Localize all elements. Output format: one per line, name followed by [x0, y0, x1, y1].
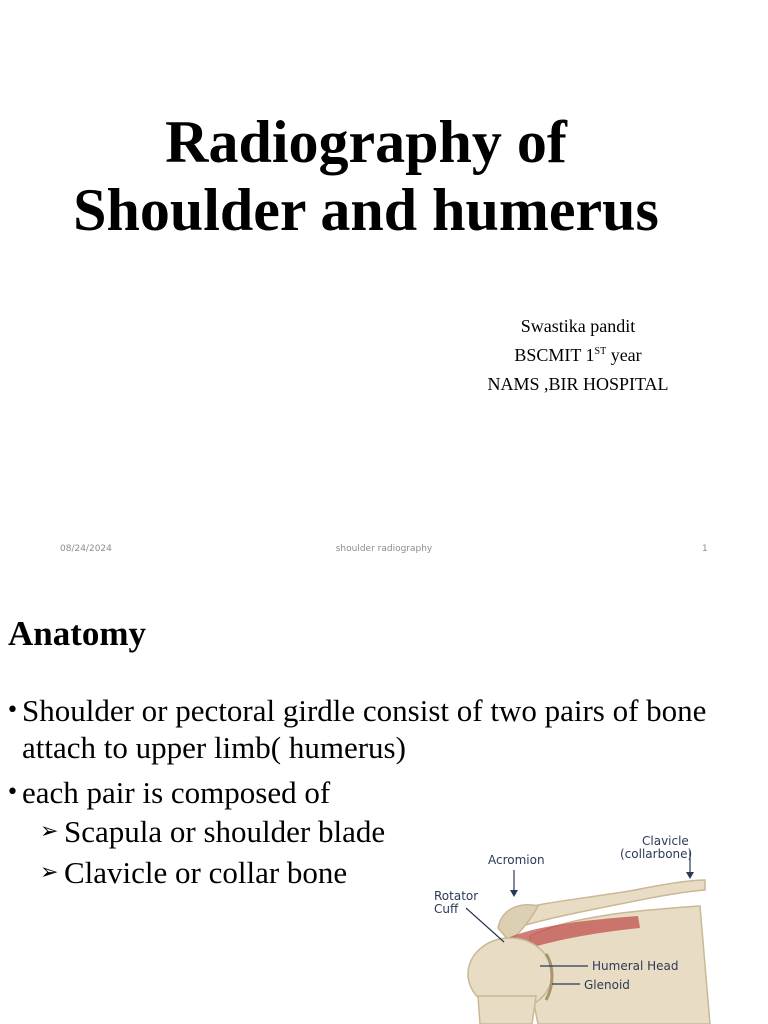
- title-line-2: Shoulder and humerus: [73, 177, 659, 243]
- arrow-bullet-icon: ➢: [40, 819, 59, 844]
- label-cuff: Cuff: [434, 902, 459, 916]
- slide-heading: Anatomy: [8, 614, 147, 653]
- sub-bullet-text: Scapula or shoulder blade: [64, 814, 386, 849]
- acromion-arrowhead-icon: [510, 890, 518, 897]
- bullet-text: each pair is composed of: [22, 775, 331, 810]
- footer-date: 08/24/2024: [60, 544, 112, 554]
- author-block: [478, 312, 678, 399]
- program-superscript: ST: [594, 346, 607, 357]
- label-acromion: Acromion: [488, 853, 545, 867]
- label-humeral-head: Humeral Head: [592, 959, 679, 973]
- author-name: Swastika pandit: [520, 316, 636, 336]
- slide-title: [0, 108, 732, 244]
- author-institution: NAMS ,BIR HOSPITAL: [487, 374, 669, 394]
- shoulder-anatomy-diagram: [420, 834, 720, 1024]
- label-clavicle-sub: (collarbone): [620, 847, 693, 861]
- title-line-1: Radiography of: [165, 109, 567, 175]
- footer-title: shoulder radiography: [335, 544, 433, 554]
- arrow-bullet-icon: ➢: [40, 860, 59, 885]
- label-rotator: Rotator: [434, 889, 479, 903]
- bullet-dot-icon: •: [6, 780, 19, 805]
- bullet-item: [6, 692, 736, 766]
- program-suffix: year: [606, 345, 642, 365]
- bullet-text: Shoulder or pectoral girdle consist of two pairs of bone attach to upper limb( humerus): [22, 693, 707, 765]
- clavicle-arrowhead-icon: [686, 872, 694, 879]
- humerus-shaft-shape: [478, 996, 536, 1024]
- author-program: [478, 341, 678, 370]
- sub-bullet-text: Clavicle or collar bone: [64, 855, 348, 890]
- bullet-item: [6, 774, 736, 811]
- label-glenoid: Glenoid: [584, 978, 630, 992]
- footer-page-number: 1: [702, 544, 708, 554]
- bullet-dot-icon: •: [6, 698, 19, 723]
- anatomy-slide: [0, 576, 768, 1024]
- label-clavicle: Clavicle: [642, 834, 689, 848]
- sub-bullet-item: [6, 813, 736, 850]
- program-prefix: BSCMIT 1: [514, 345, 595, 365]
